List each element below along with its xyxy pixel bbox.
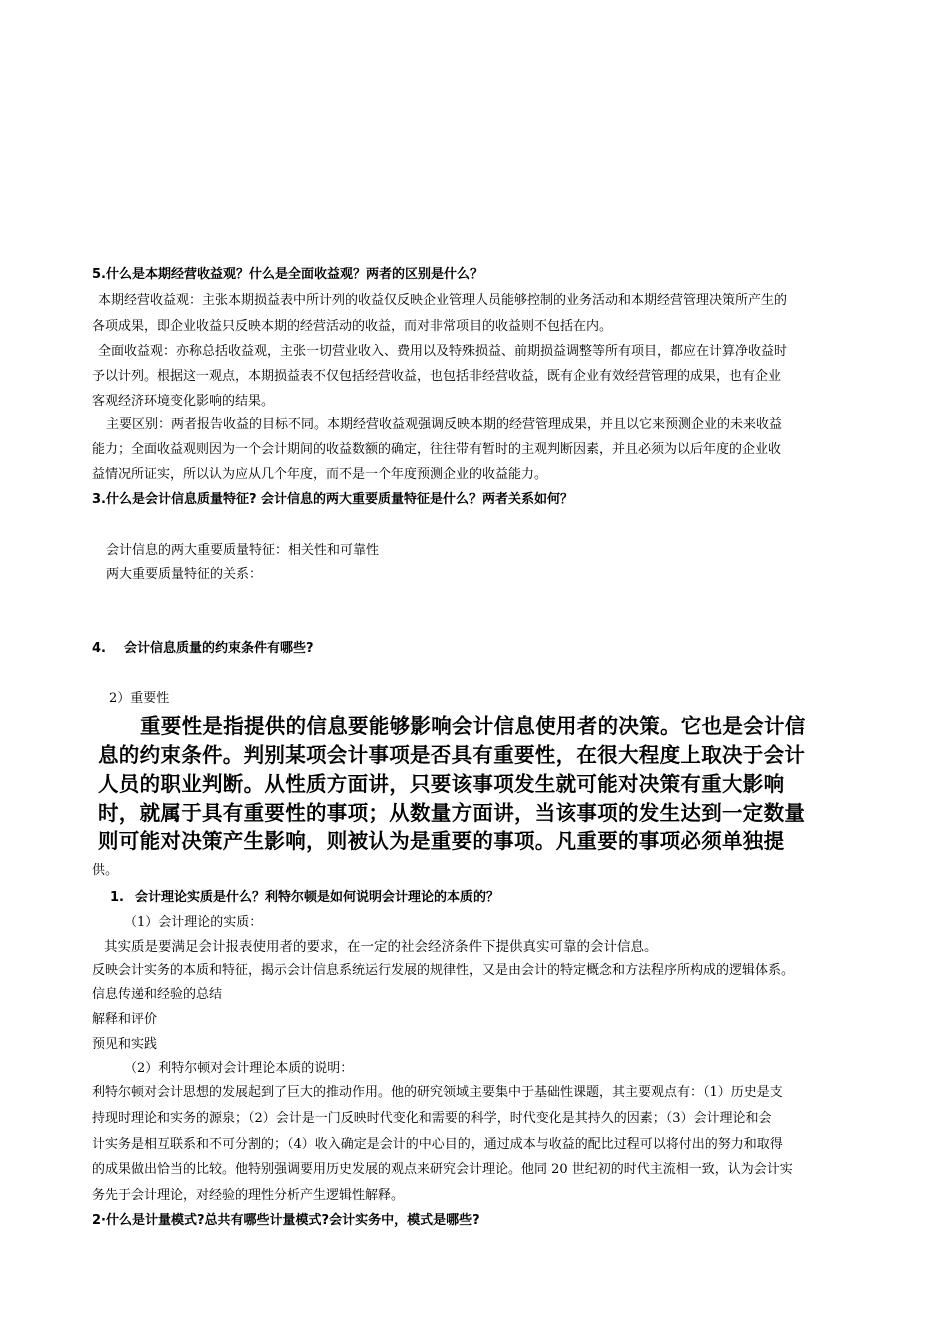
question-4-number: 4. (92, 641, 106, 656)
q5-para3-line3: 益情况所证实，所以认为应从几个年度，而不是一个年度预测企业的收益能力。 (92, 467, 548, 482)
q5-para1-line2: 各项成果，即企业收益只反映本期的经营活动的收益，而对非常项目的收益则不包括在内。 (92, 319, 613, 334)
q5-para2-line1: 全面收益观：亦称总括收益观，主张一切营业收入、费用以及特殊损益、前期损益调整等所有项目，都应在计算净收益时 (98, 344, 788, 359)
q1-item-2: 解释和评价 (92, 1012, 158, 1027)
q5-para2-line2: 予以计列。根据这一观点，本期损益表不仅包括经营收益，也包括非经营收益，既有企业有效经营管理的成果，也有企业 (92, 369, 782, 384)
q4-scan-line2: 息的约束条件。判别某项会计事项是否具有重要性，在很大程度上取决于会计 (98, 743, 806, 767)
q1-essence-statement: 其实质是要满足会计报表使用者的要求，在一定的社会经济条件下提供真实可靠的会计信息。 (104, 939, 658, 955)
question-5-heading: 5.什么是本期经营收益观？什么是全面收益观？两者的区别是什么？ (92, 267, 483, 282)
q1-item-1: 信息传递和经验的总结 (92, 987, 223, 1002)
q1-sub2: （2）利特尔顿对会计理论本质的说明： (124, 1061, 354, 1076)
q3-line1: 会计信息的两大重要质量特征：相关性和可靠性 (106, 543, 380, 558)
question-4-heading: 会计信息质量的约束条件有哪些? (124, 641, 314, 656)
q5-para2-line3: 客观经济环境变化影响的结果。 (92, 394, 275, 409)
q3-line2: 两大重要质量特征的关系： (106, 567, 263, 582)
q1-para-line2: 持现时理论和实务的源泉；（2）会计是一门反映时代变化和需要的科学，时代变化是其持久的因素；（3）会计理论和会 (92, 1111, 772, 1126)
q1-para-line3: 计实务是相互联系和不可分割的；（4）收入确定是会计的中心目的，通过成本与收益的配比过程可以将付出的努力和取得 (92, 1137, 783, 1152)
question-2-heading: 2·什么是计量模式?总共有哪些计量模式?会计实务中，模式是哪些? (92, 1213, 480, 1228)
question-1-number: 1. (110, 890, 124, 905)
q4-scan-line4: 时，就属于具有重要性的事项；从数量方面讲，当该事项的发生达到一定数量 (98, 801, 806, 825)
q5-para3-line2: 能力；全面收益观则因为一个会计期间的收益数额的确定，往往带有暂时的主观判断因素，并且必须为以后年度的企业收 (92, 442, 782, 457)
q4-scan-line3: 人员的职业判断。从性质方面讲，只要该事项发生就可能对决策有重大影响 (98, 772, 785, 796)
q5-para3-line1: 主要区别：两者报告收益的目标不同。本期经营收益观强调反映本期的经营管理成果，并且以它来预测企业的未来收益 (106, 417, 783, 432)
q1-para-line5: 务先于会计理论，对经验的理性分析产生逻辑性解释。 (92, 1188, 405, 1203)
question-1-heading: 会计理论实质是什么？利特尔顿是如何说明会计理论的本质的？ (135, 890, 500, 905)
q4-scan-line5: 则可能对决策产生影响，则被认为是重要的事项。凡重要的事项必须单独提 (98, 829, 785, 853)
q1-reflect-line: 反映会计实务的本质和特征，揭示会计信息系统运行发展的规律性，又是由会计的特定概念和方法程序所构成的逻辑体系。 (92, 963, 795, 978)
q5-para1-line1: 本期经营收益观：主张本期损益表中所计列的收益仅反映企业管理人员能够控制的业务活动和本期经营管理决策所产生的 (98, 293, 788, 308)
q4-subheading: 2）重要性 (109, 691, 170, 706)
question-3-heading: 3.什么是会计信息质量特征? 会计信息的两大重要质量特征是什么？两者关系如何？ (92, 492, 574, 507)
q1-item-3: 预见和实践 (92, 1037, 158, 1052)
q4-scan-line1: 重要性是指提供的信息要能够影响会计信息使用者的决策。它也是会计信 (140, 714, 806, 738)
q1-para-line1: 利特尔顿对会计思想的发展起到了巨大的推动作用。他的研究领域主要集中于基础性课题，其主要观点有：（1）历史是支 (92, 1085, 783, 1100)
q1-para-line4: 的成果做出恰当的比较。他特别强调要用历史发展的观点来研究会计理论。他同 20 世纪初的时代主流相一致，认为会计实 (92, 1162, 793, 1177)
q4-tail: 供。 (92, 863, 119, 878)
q1-sub1: （1）会计理论的实质： (124, 915, 263, 930)
